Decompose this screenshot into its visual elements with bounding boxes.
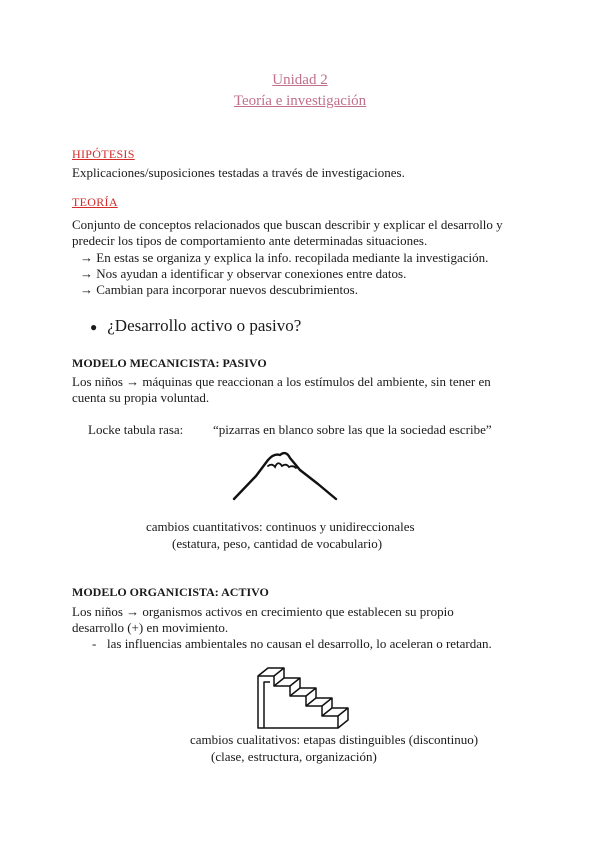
mecanicista-heading: MODELO MECANICISTA: PASIVO — [72, 356, 267, 370]
teoria-arrow-item: → Cambian para incorporar nuevos descubrimientos. — [80, 282, 358, 297]
teoria-line2: predecir los tipos de comportamiento ante determinadas situaciones. — [72, 233, 428, 248]
teoria-arrow-item: → Nos ayudan a identificar y observar conexiones entre datos. — [80, 266, 407, 281]
mountain-illustration — [228, 446, 344, 504]
teoria-arrow-item: → En estas se organiza y explica la info. recopilada mediante la investigación. — [80, 250, 489, 265]
organicista-heading: MODELO ORGANICISTA: ACTIVO — [72, 585, 269, 599]
question-heading — [90, 316, 301, 336]
bullet-icon: ● — [90, 319, 98, 334]
organicista-line1: Los niños → organismos activos en crecimiento que establecen su propio — [72, 604, 454, 619]
locke-label: Locke tabula rasa: — [88, 422, 184, 437]
cambios-cualitativos: cambios cualitativos: etapas distinguibles (discontinuo) — [190, 732, 479, 747]
stairs-illustration — [250, 662, 356, 734]
cambios-cuantitativos: cambios cuantitativos: continuos y unidireccionales — [146, 519, 415, 534]
page-subtitle: Teoría e investigación — [233, 93, 367, 109]
cuantitativos-ejemplos: (estatura, peso, cantidad de vocabulario) — [172, 536, 383, 551]
mecanicista-line2: cuenta su propia voluntad. — [72, 390, 210, 405]
teoria-line1: Conjunto de conceptos relacionados que buscan describir y explicar el desarrollo y — [72, 217, 503, 232]
organicista-line2: desarrollo (+) en movimiento. — [72, 620, 229, 635]
dash-bullet: - — [92, 636, 97, 651]
hipotesis-text: Explicaciones/suposiciones testadas a través de investigaciones. — [72, 165, 405, 180]
hipotesis-heading: HIPÓTESIS — [72, 147, 135, 161]
organicista-sub: las influencias ambientales no causan el desarrollo, lo aceleran o retardan. — [107, 636, 492, 651]
teoria-heading: TEORÍA — [72, 195, 118, 209]
mecanicista-line1: Los niños → máquinas que reaccionan a los estímulos del ambiente, sin tener en — [72, 374, 491, 389]
cualitativos-ejemplos: (clase, estructura, organización) — [211, 749, 377, 764]
locke-quote: “pizarras en blanco sobre las que la sociedad escribe” — [213, 422, 492, 437]
page-title: Unidad 2 — [272, 72, 328, 88]
question-text: ¿Desarrollo activo o pasivo? — [107, 316, 302, 335]
